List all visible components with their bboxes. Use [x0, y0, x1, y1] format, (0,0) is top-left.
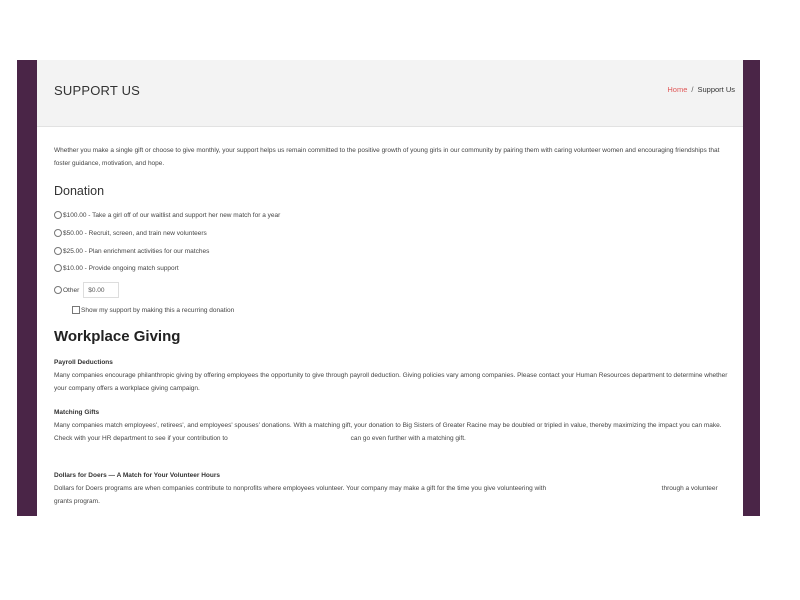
matching-text: Many companies match employees', retirees', and employees' spouses' donations. With a matching gift, your donation to Big Sisters of Greater Racine may be doubled or tripled in value, thereby maximizing the impact you can make. Check with your HR department to see if your contribution to can go even further with a matching gift. [54, 422, 724, 442]
right-purple-border [743, 60, 760, 516]
matching-title: Matching Gifts [54, 409, 100, 416]
doers-title: Dollars for Doers — A Match for Your Volunteer Hours [54, 472, 221, 479]
radio-50[interactable] [54, 229, 62, 237]
breadcrumb-home-link[interactable]: Home [667, 85, 688, 94]
donation-option-100[interactable] [54, 211, 280, 219]
donation-option-label: $25.00 - Plan enrichment activities for our matches [63, 247, 210, 255]
radio-10[interactable] [54, 264, 62, 272]
radio-other[interactable] [54, 286, 62, 294]
payroll-section [54, 356, 734, 395]
page-container [37, 60, 743, 516]
doers-text: Dollars for Doers programs are when companies contribute to nonprofits where employees volunteer. Your company may make a gift for the time you give volunteering with through a volunteer grants program. [54, 485, 720, 505]
donation-option-other[interactable] [54, 282, 119, 298]
payroll-text: Many companies encourage philanthropic giving by offering employees the opportunity to give through payroll deduction. Giving policies vary among companies. Please contact your Human Resources department to determine whether your company offers a workplace giving campaign. [54, 372, 728, 392]
doers-section [54, 469, 734, 508]
intro-section [54, 144, 734, 170]
page-title: SUPPORT US [54, 83, 141, 98]
matching-section [54, 406, 734, 445]
breadcrumb-current: Support Us [697, 85, 735, 94]
donation-heading: Donation [54, 184, 105, 198]
radio-100[interactable] [54, 211, 62, 219]
payroll-title: Payroll Deductions [54, 359, 113, 366]
donation-option-label: $100.00 - Take a girl off of our waitlist and support her new match for a year [63, 211, 281, 219]
page-header [37, 60, 743, 127]
donation-option-label: $10.00 - Provide ongoing match support [63, 264, 179, 272]
other-amount-input[interactable]: $0.00 [83, 282, 119, 298]
donation-option-10[interactable] [54, 264, 179, 272]
other-label: Other [63, 286, 80, 294]
recurring-donation-option[interactable] [72, 306, 234, 314]
recurring-checkbox[interactable] [72, 306, 80, 314]
donation-option-25[interactable] [54, 247, 209, 255]
workplace-giving-heading: Workplace Giving [54, 328, 181, 345]
donation-option-50[interactable] [54, 229, 207, 237]
breadcrumb [667, 85, 735, 94]
radio-25[interactable] [54, 247, 62, 255]
breadcrumb-separator: / [691, 85, 694, 94]
donation-option-label: $50.00 - Recruit, screen, and train new volunteers [63, 229, 207, 237]
intro-text: Whether you make a single gift or choose to give monthly, your support helps us remain committed to the positive growth of young girls in our community by pairing them with caring volunteer women and encouraging friendships that foster guidance, motivation, and hope. [54, 147, 720, 167]
recurring-label: Show my support by making this a recurring donation [81, 306, 235, 314]
left-purple-border [17, 60, 37, 516]
